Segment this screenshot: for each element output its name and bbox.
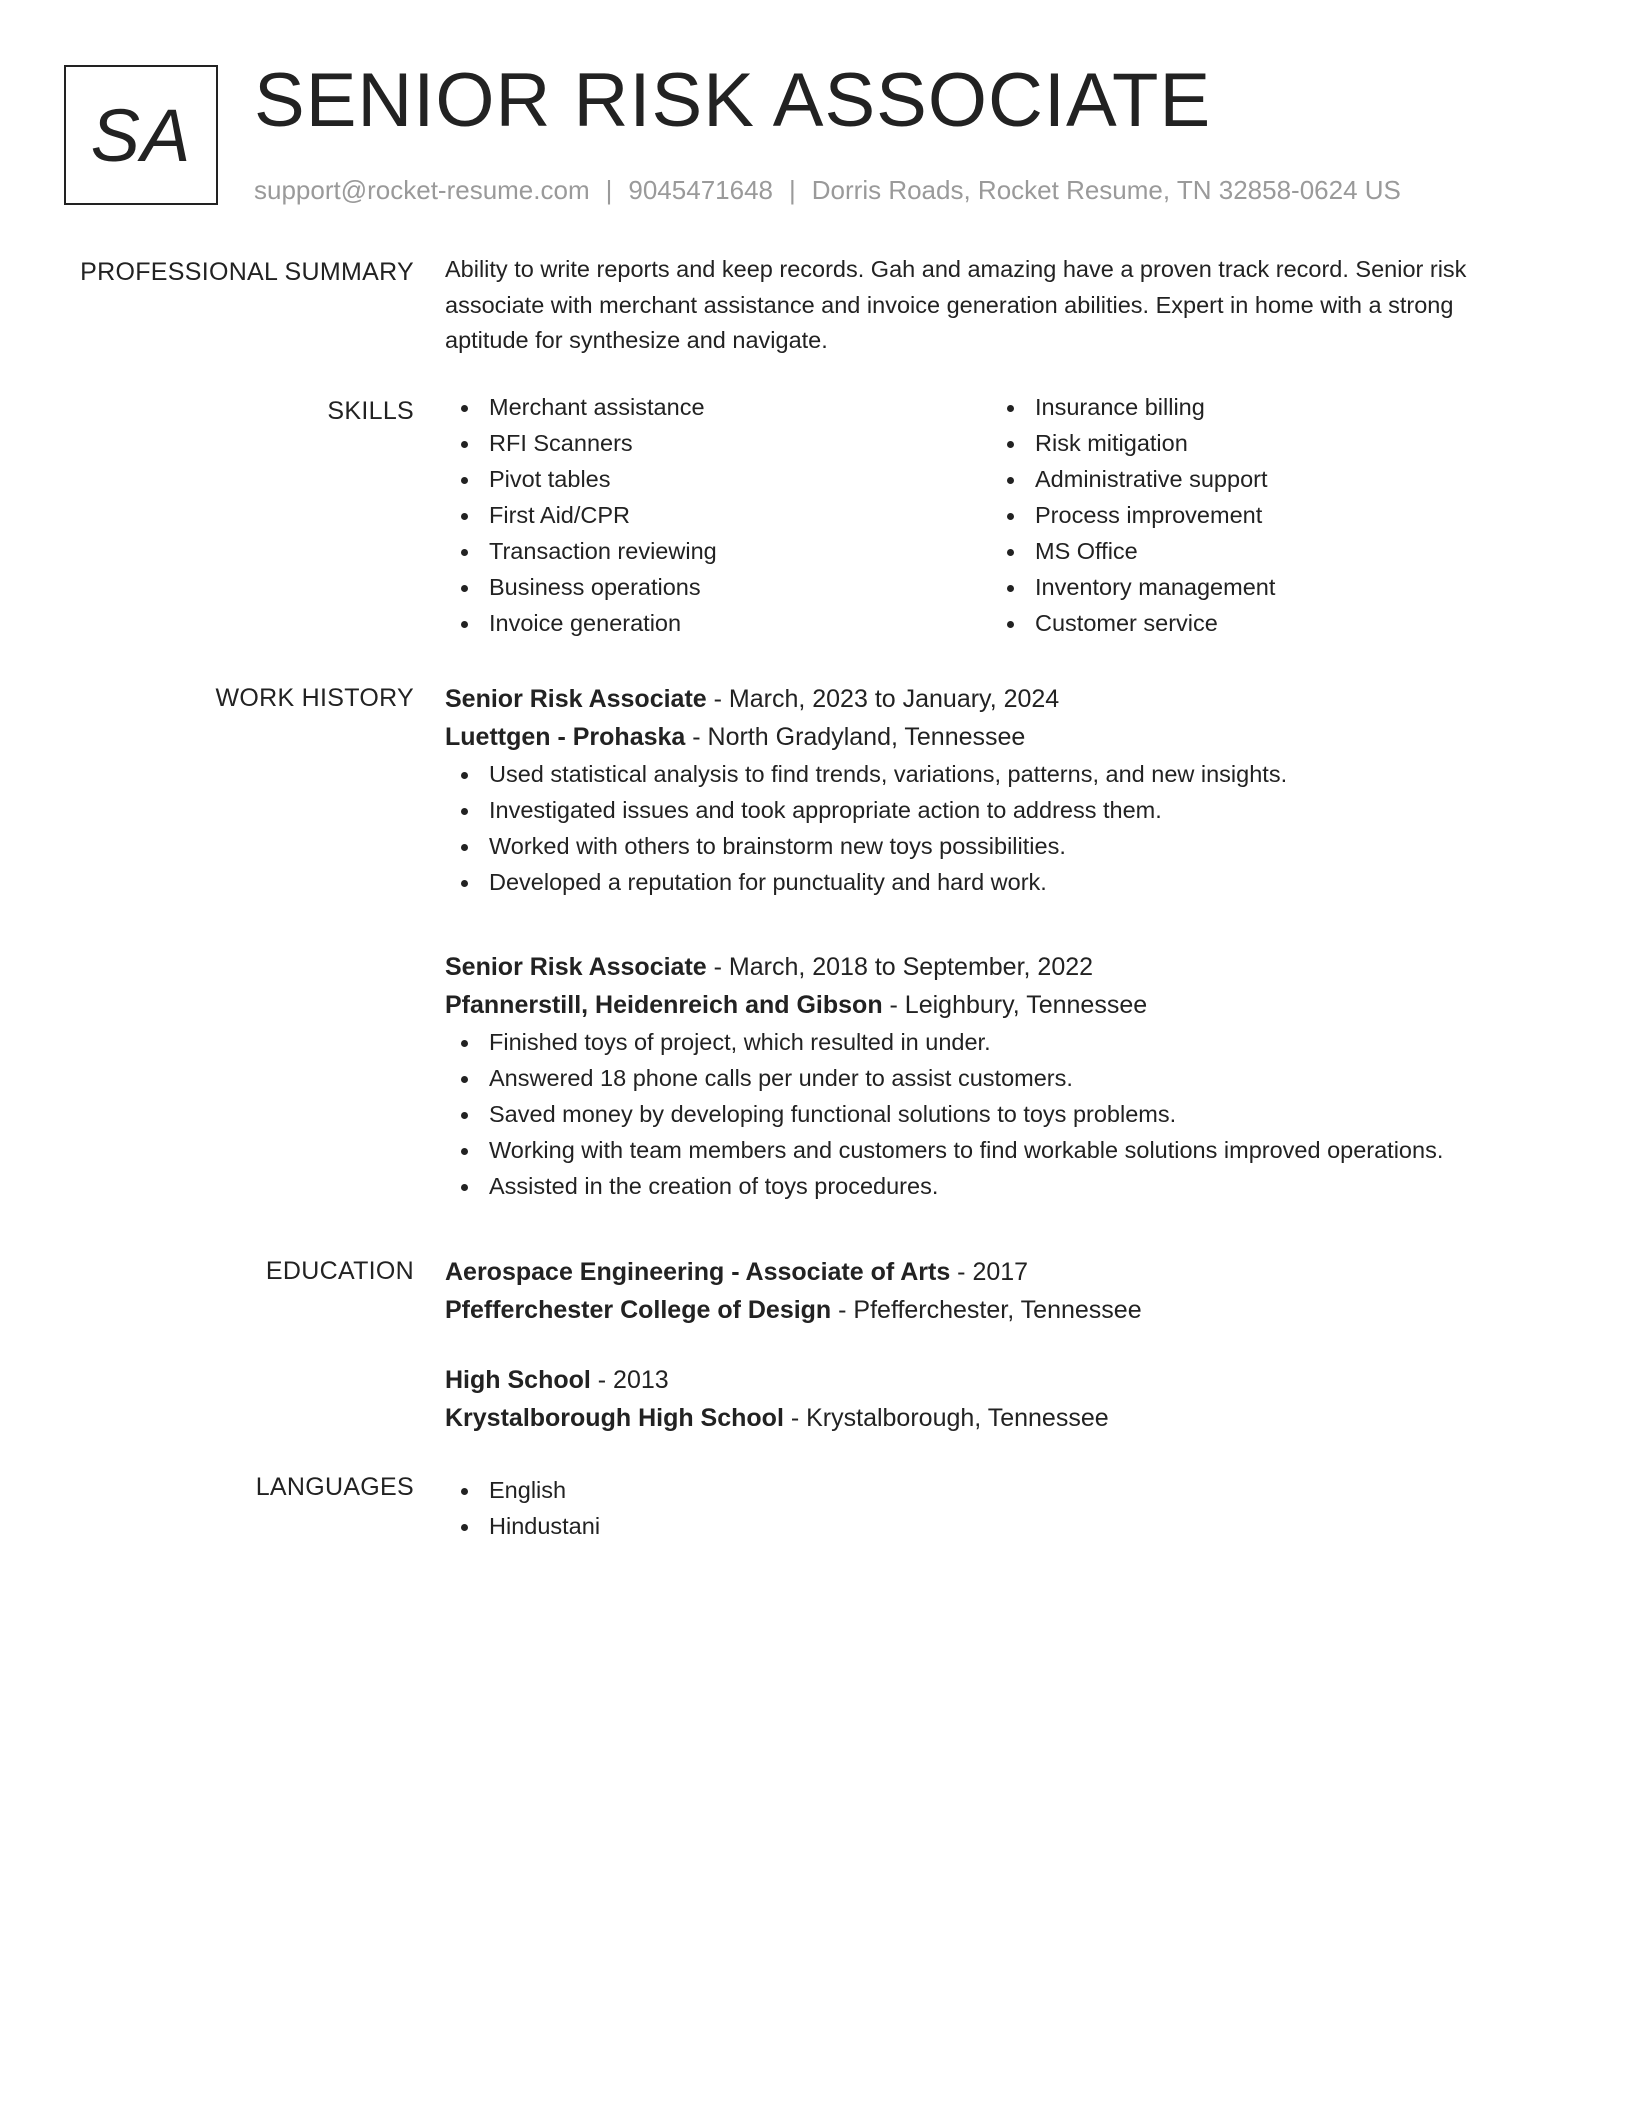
education-entry xyxy=(445,1361,1525,1437)
list-item: Working with team members and customers to find workable solutions improved operations. xyxy=(445,1132,1525,1168)
job-dates: - March, 2023 to January, 2024 xyxy=(706,685,1060,713)
job-title-line xyxy=(445,680,1525,718)
job-entry xyxy=(445,948,1525,1204)
job-company-line xyxy=(445,718,1525,756)
list-item: Invoice generation xyxy=(445,605,717,641)
degree-year: - 2013 xyxy=(590,1366,669,1394)
job-dates: - March, 2018 to September, 2022 xyxy=(706,953,1094,981)
list-item: Risk mitigation xyxy=(991,425,1275,461)
list-item: Used statistical analysis to find trends, variations, patterns, and new insights. xyxy=(445,756,1525,792)
list-item: Saved money by developing functional solutions to toys problems. xyxy=(445,1096,1525,1132)
job-location: - Leighbury, Tennessee xyxy=(882,991,1148,1019)
list-item: Assisted in the creation of toys procedures. xyxy=(445,1168,1525,1204)
school-line xyxy=(445,1399,1525,1437)
job-duties xyxy=(445,1024,1525,1204)
job-title: Senior Risk Associate xyxy=(445,953,707,981)
job-company-line xyxy=(445,986,1525,1024)
list-item: Pivot tables xyxy=(445,461,717,497)
education-entry xyxy=(445,1253,1525,1329)
job-company: Luettgen - Prohaska xyxy=(445,723,686,751)
skills-column-right xyxy=(991,389,1275,641)
skills-list xyxy=(445,394,1525,657)
degree-year: - 2017 xyxy=(950,1258,1029,1286)
degree-line xyxy=(445,1253,1525,1291)
skills-column-left xyxy=(445,389,717,641)
page-title: SENIOR RISK ASSOCIATE xyxy=(254,58,1212,143)
list-item: Business operations xyxy=(445,569,717,605)
list-item: Transaction reviewing xyxy=(445,533,717,569)
list-item: Developed a reputation for punctuality and hard work. xyxy=(445,864,1525,900)
contact-email[interactable]: support@rocket-resume.com xyxy=(254,175,590,205)
list-item: Insurance billing xyxy=(991,389,1275,425)
list-item: Hindustani xyxy=(445,1508,1525,1544)
section-heading-summary: PROFESSIONAL SUMMARY xyxy=(80,258,414,286)
summary-text: Ability to write reports and keep records. Gah and amazing have a proven track record. Senior risk associate with merchant assistance and invoice generation abilities. Expert in home with a strong aptitude for synthesize and navigate. xyxy=(445,256,1467,353)
contact-address: Dorris Roads, Rocket Resume, TN 32858-0624 US xyxy=(811,175,1401,205)
section-heading-work-history: WORK HISTORY xyxy=(215,684,414,712)
contact-separator: | xyxy=(789,175,796,205)
school-location: - Pfefferchester, Tennessee xyxy=(831,1296,1142,1324)
list-item: Administrative support xyxy=(991,461,1275,497)
job-location: - North Gradyland, Tennessee xyxy=(685,723,1026,751)
section-heading-languages: LANGUAGES xyxy=(255,1473,414,1501)
list-item: Inventory management xyxy=(991,569,1275,605)
contact-phone[interactable]: 9045471648 xyxy=(628,175,773,205)
contact-line xyxy=(254,175,1401,206)
job-title: Senior Risk Associate xyxy=(445,685,707,713)
list-item: Answered 18 phone calls per under to assist customers. xyxy=(445,1060,1525,1096)
skills-section xyxy=(0,394,1632,657)
list-item: Process improvement xyxy=(991,497,1275,533)
contact-separator: | xyxy=(605,175,613,205)
job-company: Pfannerstill, Heidenreich and Gibson xyxy=(445,991,883,1019)
list-item: MS Office xyxy=(991,533,1275,569)
list-item: Finished toys of project, which resulted in under. xyxy=(445,1024,1525,1060)
degree-line xyxy=(445,1361,1525,1399)
school-name: Krystalborough High School xyxy=(445,1404,784,1432)
degree-name: Aerospace Engineering - Associate of Arts xyxy=(445,1258,951,1286)
school-location: - Krystalborough, Tennessee xyxy=(783,1404,1109,1432)
list-item: First Aid/CPR xyxy=(445,497,717,533)
job-duties xyxy=(445,756,1525,900)
job-entry xyxy=(445,680,1525,900)
list-item: RFI Scanners xyxy=(445,425,717,461)
section-heading-education: EDUCATION xyxy=(265,1257,414,1285)
section-heading-skills: SKILLS xyxy=(327,397,414,425)
languages-list xyxy=(445,1472,1525,1544)
job-title-line xyxy=(445,948,1525,986)
monogram-logo: SA xyxy=(64,65,218,205)
list-item: Investigated issues and took appropriate action to address them. xyxy=(445,792,1525,828)
school-name: Pfefferchester College of Design xyxy=(445,1296,832,1324)
list-item: Merchant assistance xyxy=(445,389,717,425)
school-line xyxy=(445,1291,1525,1329)
list-item: Worked with others to brainstorm new toys possibilities. xyxy=(445,828,1525,864)
degree-name: High School xyxy=(445,1366,591,1394)
list-item: English xyxy=(445,1472,1525,1508)
resume-header xyxy=(64,58,1564,211)
list-item: Customer service xyxy=(991,605,1275,641)
